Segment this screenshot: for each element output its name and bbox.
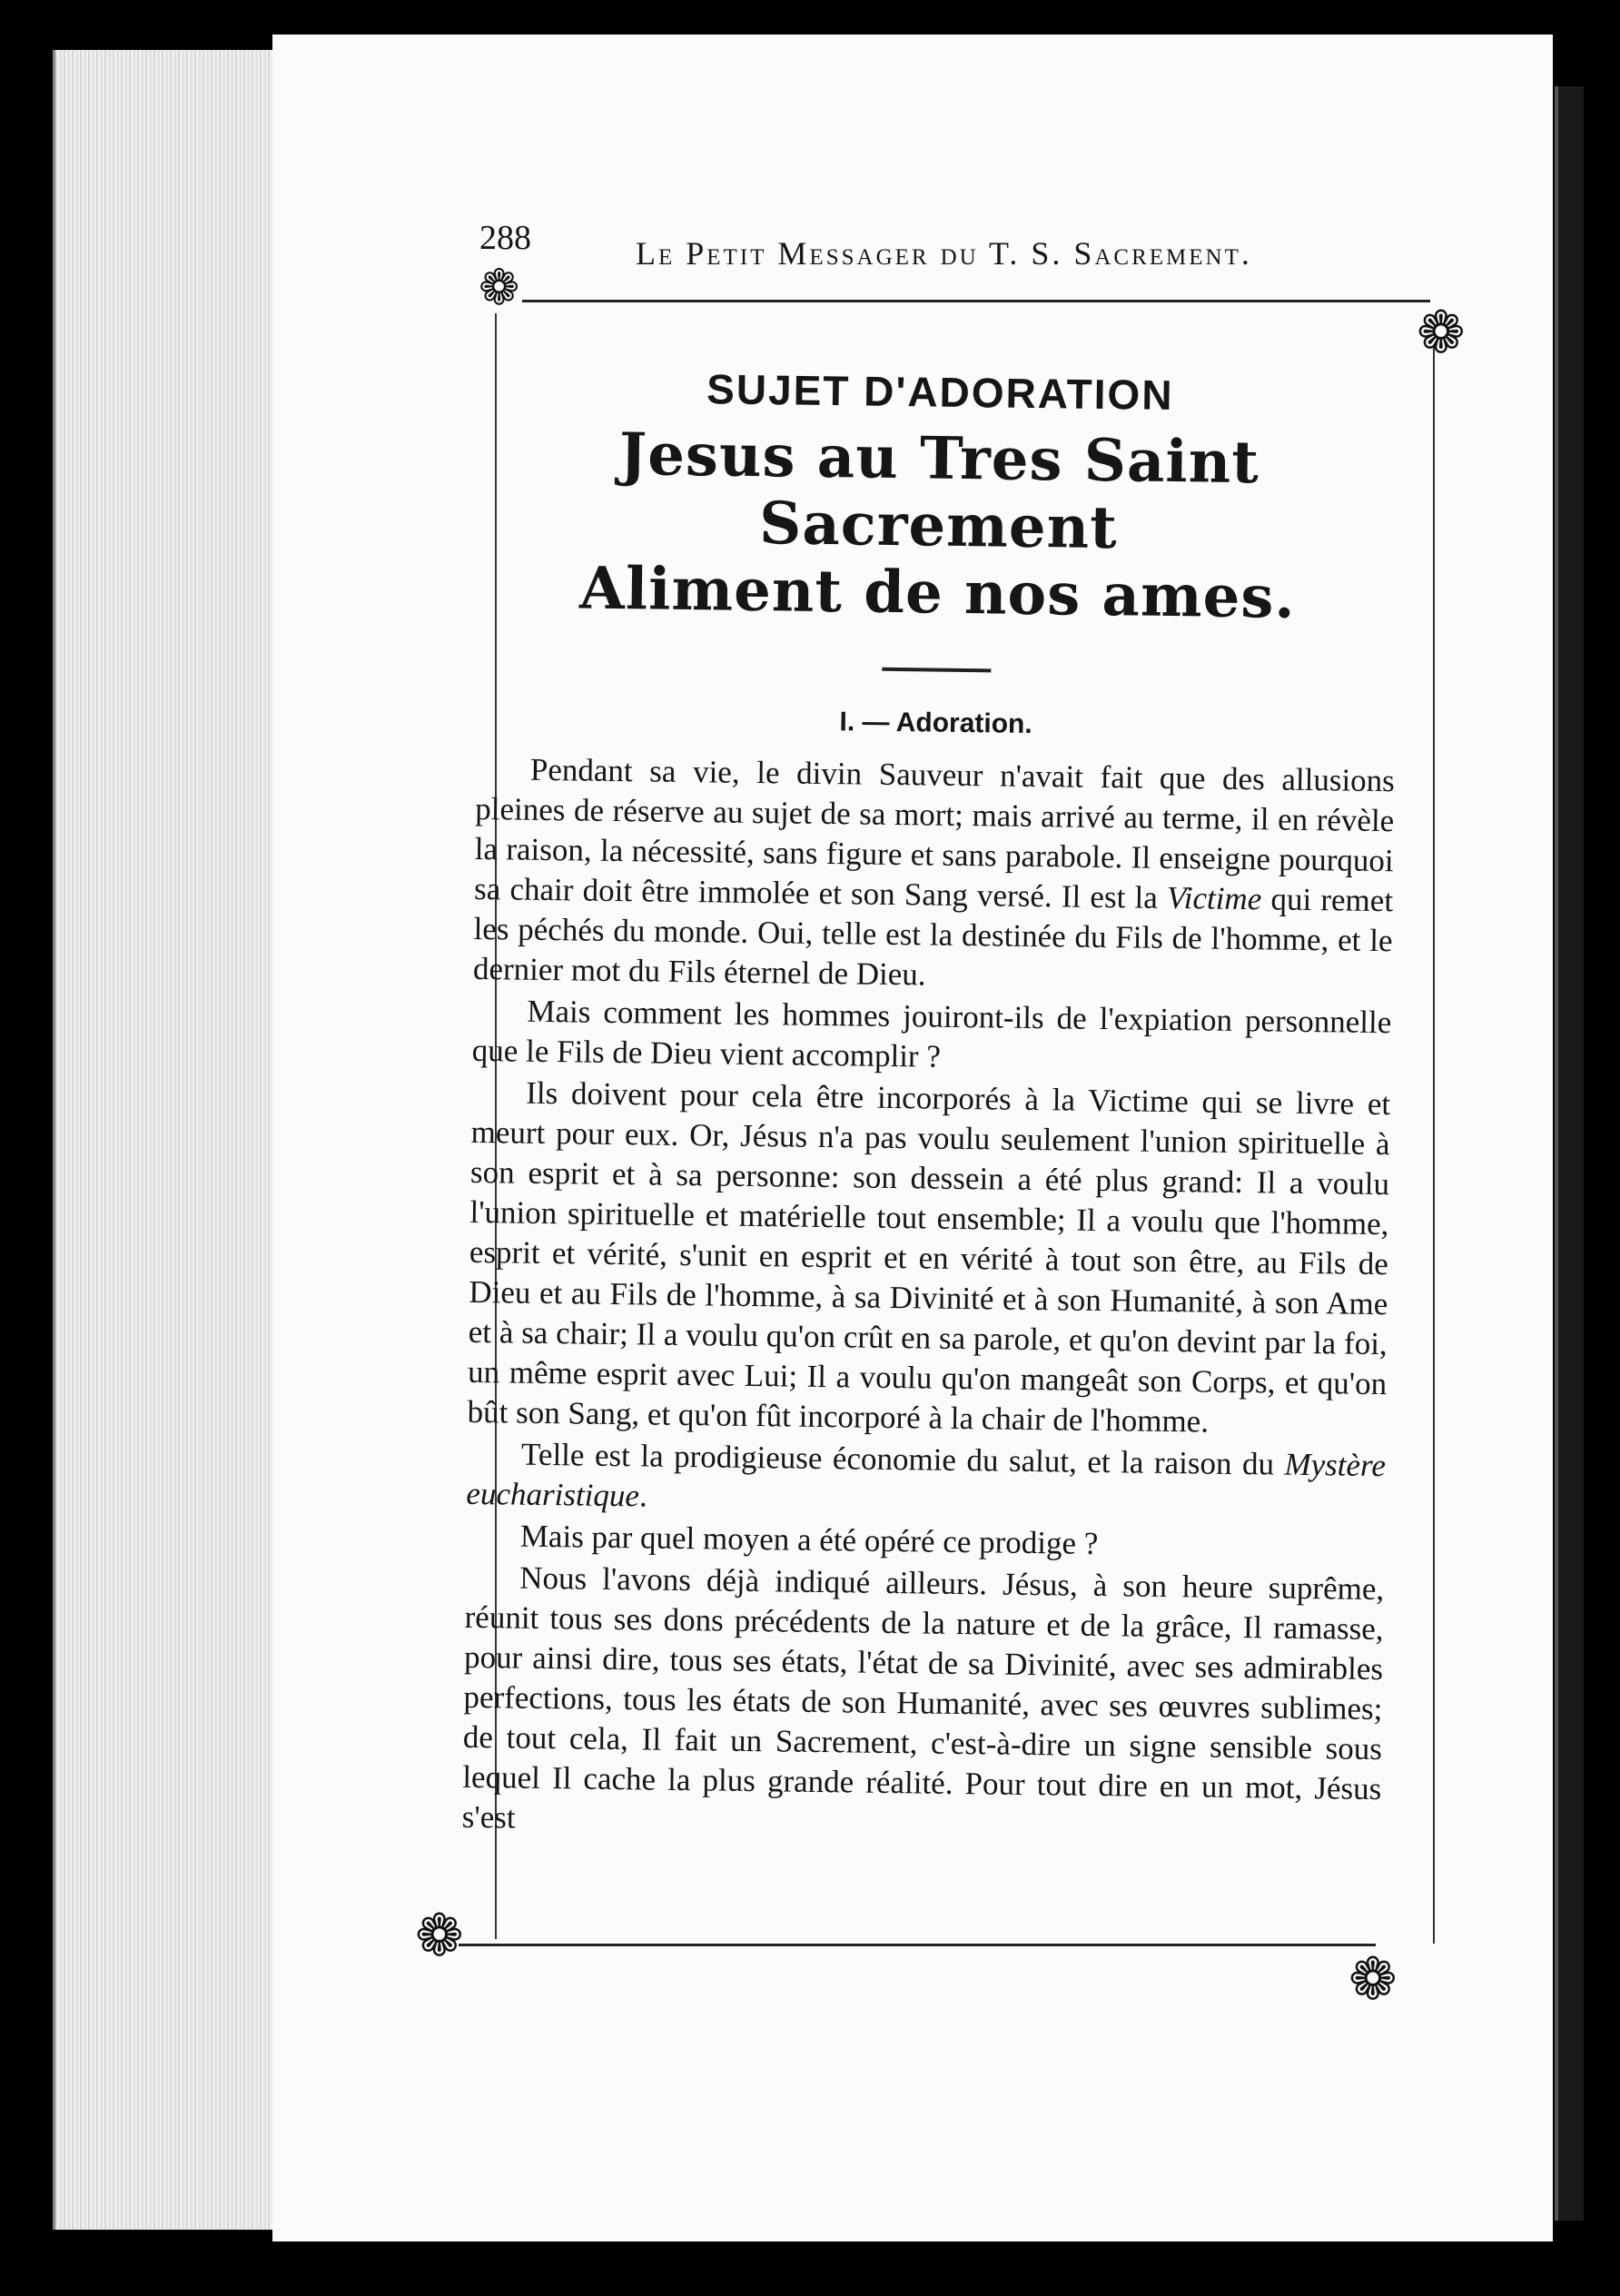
- paragraph-1: [473, 749, 1395, 1001]
- paragraph-3: [467, 1073, 1390, 1444]
- title-line-2: Aliment de nos ames.: [578, 554, 1297, 633]
- paragraph-italic: Victime: [1166, 879, 1262, 917]
- paragraph-text: Pendant sa vie, le divin Sauveur n'avait fait que des allusions pleines de réserve au sujet de sa mort; mais arrivé au terme, il en révèle la raison, la nécessité, sans figure et sans parabole. Il enseigne pourquoi sa chair doit être immolée et son Sang versé. Il est la: [473, 751, 1396, 915]
- paragraph-italic: Mystère eucharistique: [466, 1446, 1387, 1514]
- article-body: [461, 345, 1399, 1851]
- ornament-top-left-icon: ❁: [479, 261, 520, 315]
- paragraph-text: Mais par quel moyen a été opéré ce prodige ?: [519, 1518, 1099, 1561]
- subject-heading: SUJET D'ADORATION: [706, 365, 1174, 419]
- paragraph-text: Telle est la prodigieuse économie du salut, et la raison du: [520, 1436, 1285, 1482]
- frame-bottom-rule: [459, 1944, 1376, 1946]
- title-divider: [882, 668, 991, 673]
- ornament-bottom-right-icon: ❁: [1348, 1947, 1398, 2012]
- page-number: 288: [479, 219, 531, 257]
- paragraph-text: Mais comment les hommes jouiront-ils de l'expiation personnelle que le Fils de Dieu vient accomplir ?: [471, 993, 1392, 1074]
- book-page-edges: [53, 50, 301, 2230]
- paragraph-2: [472, 991, 1392, 1083]
- paragraph-6: [461, 1558, 1384, 1849]
- paragraph-4: [466, 1434, 1386, 1526]
- ornament-bottom-left-icon: ❁: [415, 1904, 464, 1968]
- section-heading: I. — Adoration.: [839, 706, 1032, 739]
- frame-top-rule: [522, 300, 1430, 302]
- frame-right-rule: [1433, 345, 1435, 1944]
- running-title: Le Petit Messager du T. S. Sacrement.: [636, 235, 1252, 272]
- title-line-1: Jesus au Tres Saint Sacrement: [618, 421, 1260, 563]
- paragraph-text: qui remet les péchés du monde. Oui, telle est la destinée du Fils de l'homme, et le dernier mot du Fils éternel de Dieu.: [472, 881, 1394, 993]
- ornament-top-right-icon: ❁: [1417, 301, 1466, 365]
- paragraph-text: Nous l'avons déjà indiqué ailleurs. Jésus, à son heure suprême, réunit tous ses dons précédents de la nature et de la grâce, Il ramasse, pour ainsi dire, tous ses états, l'état de sa Divinité, avec ses admirables perfections, tous les états de son Humanité, avec ses œuvres sublimes; de tout cela, Il fait un Sacrement, c'est-à-dire un signe sensible sous lequel Il cache la plus grande réalité. Pour tout dire en un mot, Jésus s'est: [461, 1559, 1385, 1836]
- paragraph-text: Ils doivent pour cela être incorporés à la Victime qui se livre et meurt pour eux. Or, Jésus n'a pas voulu seulement l'union spirituelle à son esprit et à sa personne: son dessein a été plus grand: Il a voulu l'union spirituelle et matérielle tout ensemble; Il a voulu que l'homme, esprit et vérité, s'unit en esprit et en vérité à tout son être, au Fils de Dieu et au Fils de l'homme, à sa Divinité et à son Humanité, à son Ame et à sa chair; Il a voulu qu'on crût en sa parole, et qu'on devint par la foi, un même esprit avec Lui; Il a voulu qu'on mangeât son Corps, et qu'on bût son Sang, et qu'on fût incorporé à la chair de l'homme.: [467, 1074, 1391, 1440]
- paragraph-text: .: [638, 1478, 647, 1514]
- book-spine: [1555, 86, 1584, 2221]
